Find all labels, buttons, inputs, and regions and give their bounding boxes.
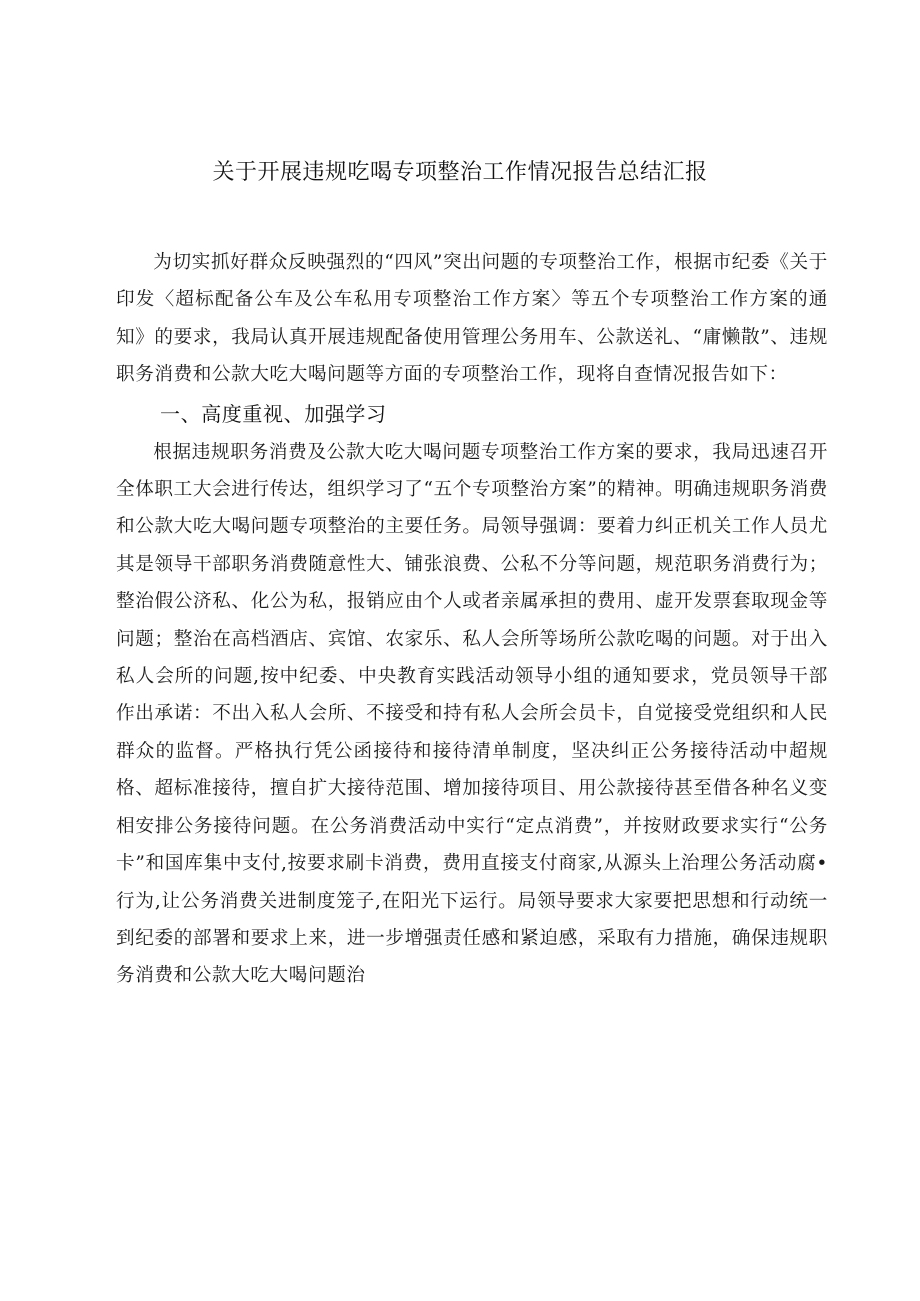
section-heading: 一、高度重视、加强学习 (160, 401, 387, 426)
intro-paragraph: 为切实抓好群众反映强烈的“四风”突出问题的专项整治工作，根据市纪委《关于印发〈超标配备公车及公车私用专项整治工作方案〉等五个专项整治工作方案的通知》的要求，我局认真开展违规配备使用管理公务用车、公款送礼、“庸懒散”、违规职务消费和公款大吃大喝问题等方面的专项整治工作，现将自查情况报告如下： (116, 252, 828, 386)
document-body (116, 244, 828, 995)
section-paragraph: 根据违规职务消费及公款大吃大喝问题专项整治工作方案的要求，我局迅速召开全体职工大会进行传达，组织学习了“五个专项整治方案”的精神。明确违规职务消费和公款大吃大喝问题专项整治的主要任务。局领导强调：要着力纠正机关工作人员尤其是领导干部职务消费随意性大、铺张浪费、公私不分等问题，规范职务消费行为；整治假公济私、化公为私，报销应由个人或者亲属承担的费用、虚开发票套取现金等问题；整治在高档酒店、宾馆、农家乐、私人会所等场所公款吃喝的问题。对于出入私人会所的问题,按中纪委、中央教育实践活动领导小组的通知要求，党员领导干部作出承诺：不出入私人会所、不接受和持有私人会所会员卡，自觉接受党组织和人民群众的监督。严格执行凭公函接待和接待清单制度，坚决纠正公务接待活动中超规格、超标准接待，擅自扩大接待范围、增加接待项目、用公款接待甚至借各种名义变相安排公务接待问题。在公务消费活动中实行“定点消费”，并按财政要求实行“公务卡”和国库集中支付,按要求刷卡消费，费用直接支付商家,从源头上治理公务活动腐•行为,让公务消费关进制度笼子,在阳光下运行。局领导要求大家要把思想和行动统一到纪委的部署和要求上来，进一步增强责任感和紧迫感，采取有力措施，确保违规职务消费和公款大吃大喝问题治 (116, 441, 828, 987)
document-title: 关于开展违规吃喝专项整治工作情况报告总结汇报 (212, 160, 708, 185)
